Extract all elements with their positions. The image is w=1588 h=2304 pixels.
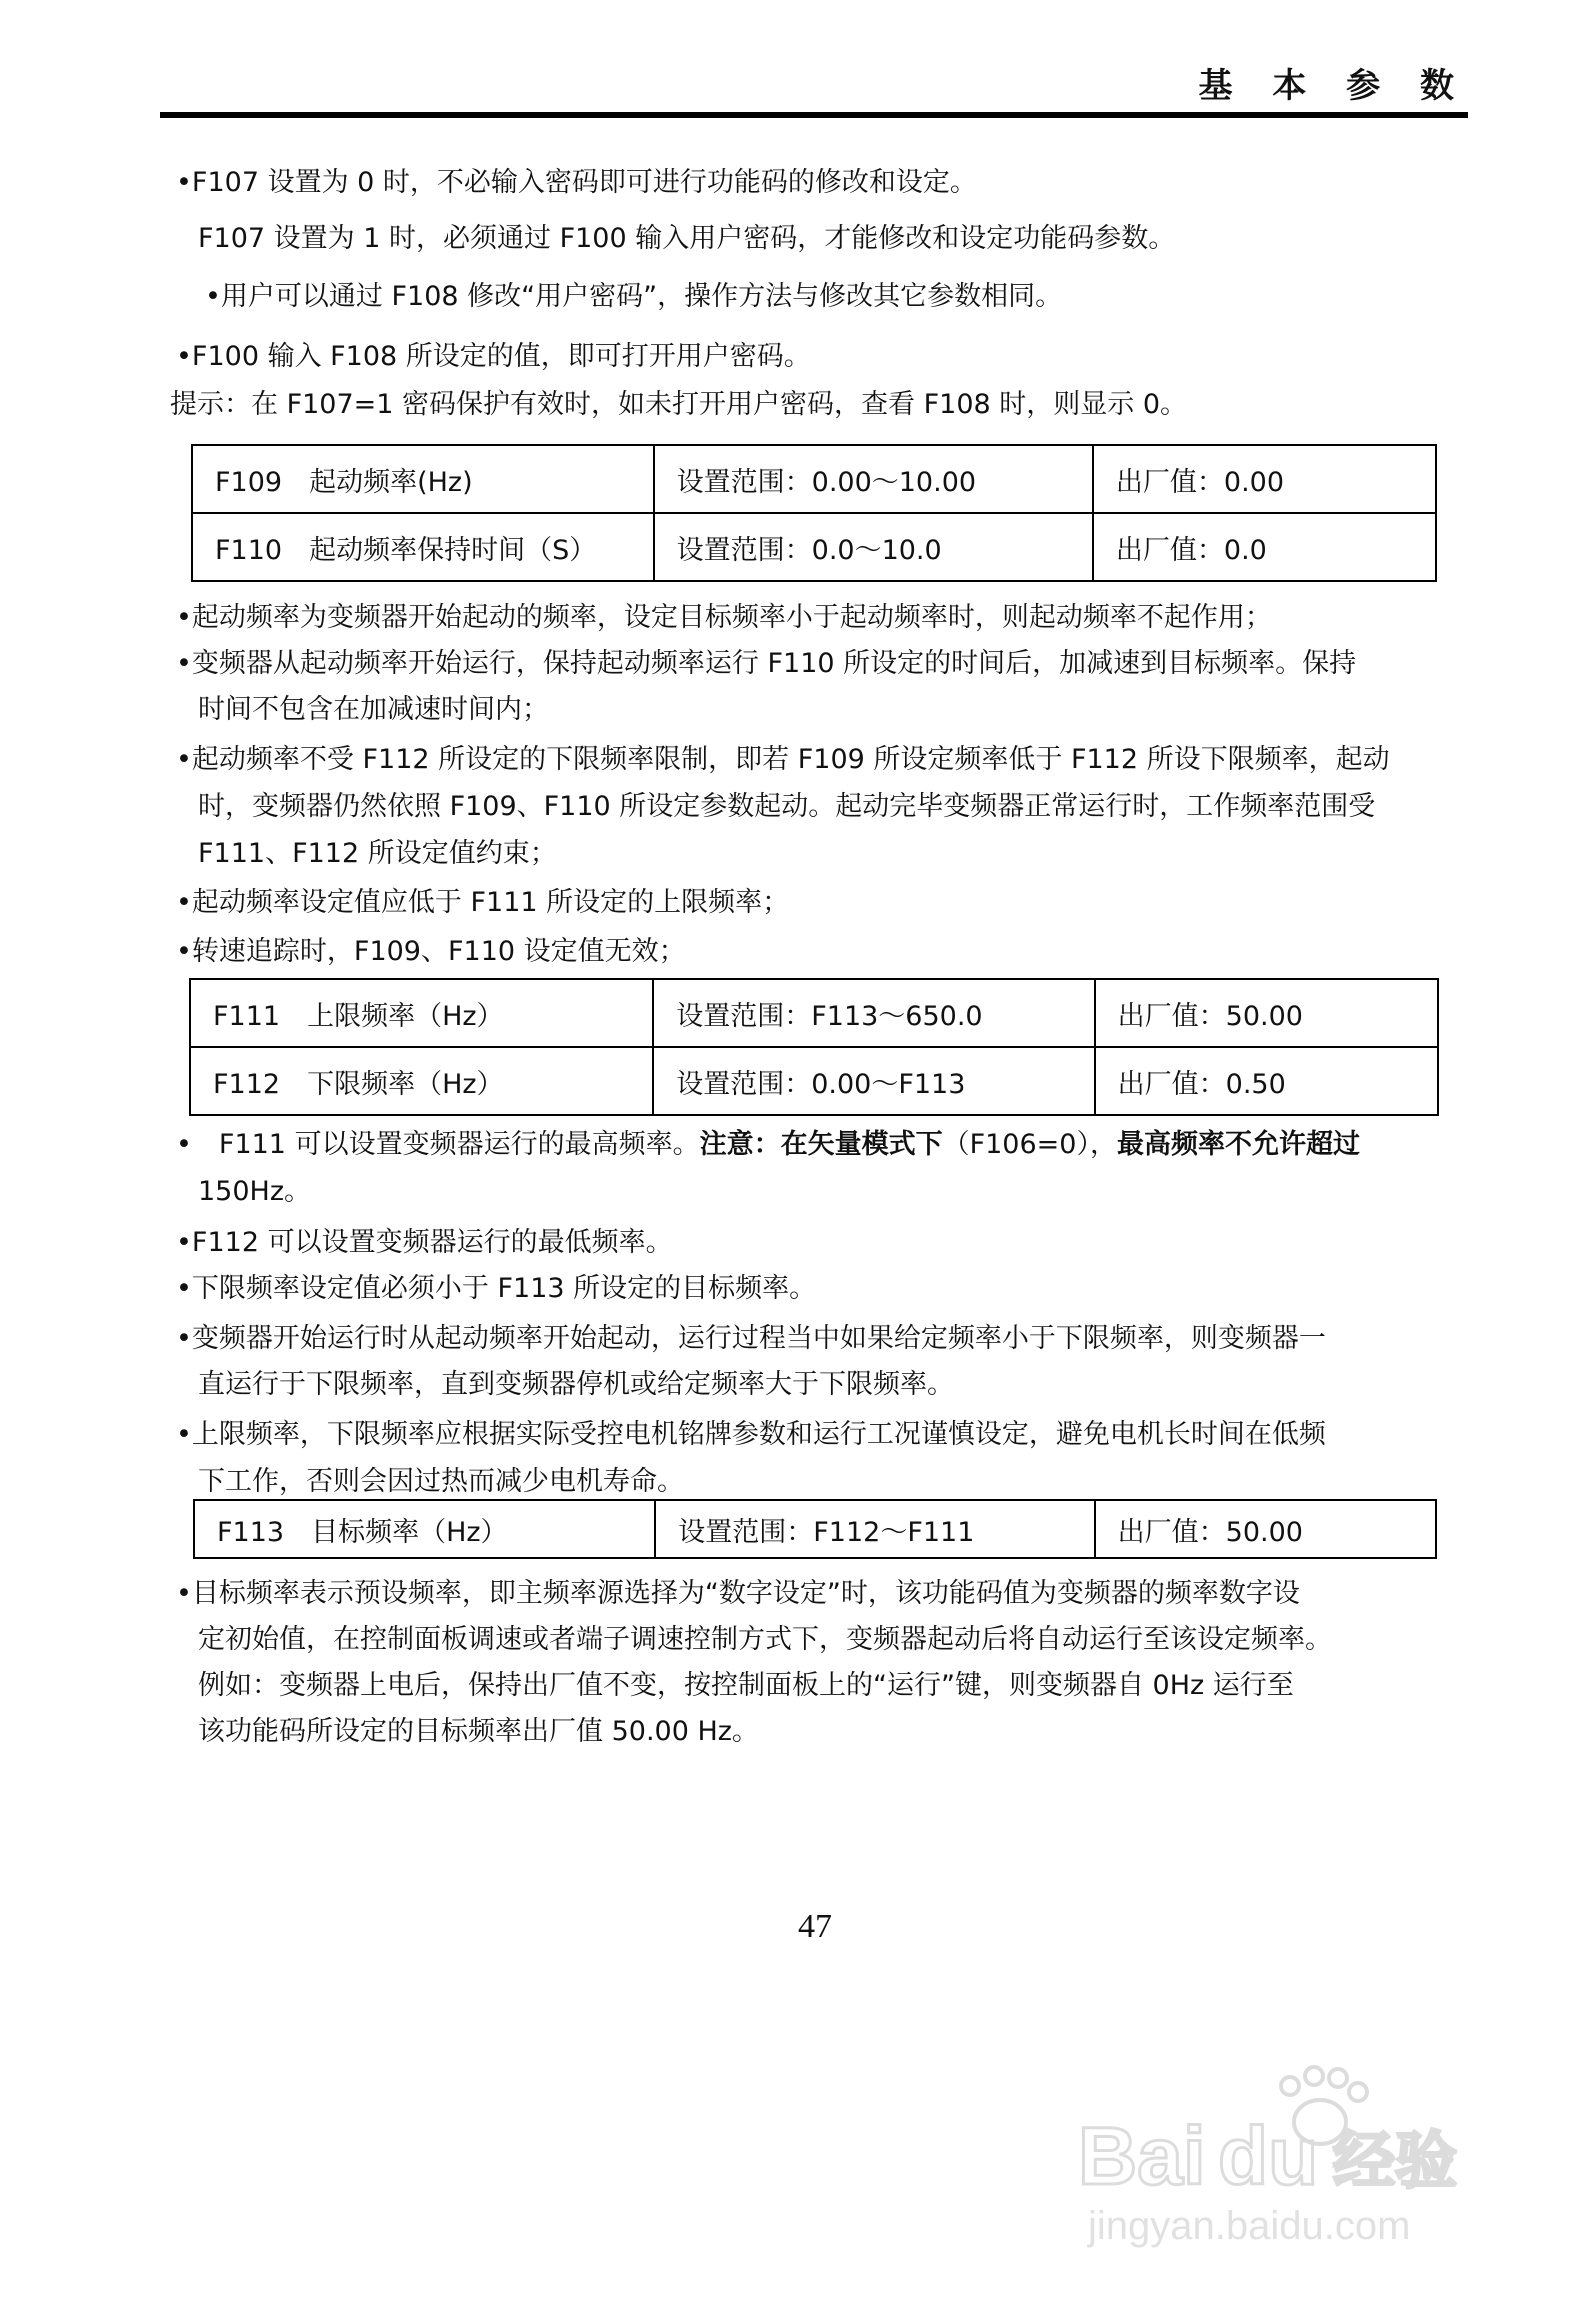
table-row [194, 1500, 1436, 1558]
table-row [192, 513, 1436, 581]
text-line: 该功能码所设定的目标频率出厂值 50.00 Hz。 [198, 1716, 759, 1747]
param-name-cell: F112 下限频率（Hz） [190, 1047, 653, 1115]
svg-text:Bai: Bai [1078, 2111, 1206, 2202]
text-line: 时，变频器仍然依照 F109、F110 所设定参数起动。起动完毕变频器正常运行时，工作频率范围受 [198, 791, 1376, 822]
note-warning: 注意：在矢量模式下 [699, 1129, 943, 1160]
svg-text:jingyan.baidu.com: jingyan.baidu.com [1088, 2204, 1411, 2248]
table-row [190, 979, 1438, 1047]
text-line: •下限频率设定值必须小于 F113 所设定的目标频率。 [176, 1273, 817, 1304]
param-default-cell: 出厂值：0.50 [1095, 1047, 1438, 1115]
text-line: 例如：变频器上电后，保持出厂值不变，按控制面板上的“运行”键，则变频器自 0Hz 运行至 [198, 1670, 1294, 1701]
note-mode: （F106=0）， [942, 1129, 1117, 1160]
svg-text:经验: 经验 [1333, 2124, 1458, 2197]
text-line: 下工作，否则会因过热而减少电机寿命。 [198, 1466, 684, 1497]
param-table-f111-f112 [189, 978, 1439, 1116]
hint-line: 提示：在 F107=1 密码保护有效时，如未打开用户密码，查看 F108 时，则显示 0。 [170, 389, 1188, 420]
text-line: 时间不包含在加减速时间内； [198, 694, 549, 725]
table-row [192, 445, 1436, 513]
param-range-cell: 设置范围：0.0～10.0 [654, 513, 1093, 581]
baidu-jingyan-watermark-logo [1068, 2064, 1508, 2254]
text-line: F111、F112 所设定值约束； [198, 838, 557, 869]
text-line: 定初始值，在控制面板调速或者端子调速控制方式下，变频器起动后将自动运行至该设定频率。 [198, 1624, 1332, 1655]
header-rule [160, 112, 1468, 118]
param-name-cell: F109 起动频率(Hz) [192, 445, 654, 513]
text-line: •F107 设置为 0 时，不必输入密码即可进行功能码的修改和设定。 [176, 167, 977, 198]
text-line: •变频器从起动频率开始运行，保持起动频率运行 F110 所设定的时间后，加减速到目标频率。保持 [176, 648, 1357, 679]
text-line: •起动频率设定值应低于 F111 所设定的上限频率； [176, 887, 790, 918]
param-table-f113 [193, 1499, 1437, 1559]
text-line: •用户可以通过 F108 修改“用户密码”，操作方法与修改其它参数相同。 [205, 281, 1063, 312]
page-number: 47 [798, 1908, 832, 1945]
param-range-cell: 设置范围：0.00～F113 [653, 1047, 1094, 1115]
param-name-cell: F110 起动频率保持时间（S） [192, 513, 654, 581]
text-line: •变频器开始运行时从起动频率开始起动，运行过程当中如果给定频率小于下限频率，则变频器一 [176, 1323, 1326, 1354]
text-line: •起动频率不受 F112 所设定的下限频率限制，即若 F109 所设定频率低于 F112 所设下限频率，起动 [176, 744, 1390, 775]
text-line: •目标频率表示预设频率，即主频率源选择为“数字设定”时，该功能码值为变频器的频率数字设 [176, 1578, 1300, 1609]
param-range-cell: 设置范围：0.00～10.00 [654, 445, 1093, 513]
param-name-cell: F113 目标频率（Hz） [194, 1500, 655, 1558]
param-default-cell: 出厂值：50.00 [1095, 1500, 1436, 1558]
param-default-cell: 出厂值：0.0 [1093, 513, 1436, 581]
text-line: F107 设置为 1 时，必须通过 F100 输入用户密码，才能修改和设定功能码参数。 [198, 223, 1176, 254]
param-default-cell: 出厂值：0.00 [1093, 445, 1436, 513]
param-name-cell: F111 上限频率（Hz） [190, 979, 653, 1047]
text-line: •F112 可以设置变频器运行的最低频率。 [176, 1227, 673, 1258]
param-default-cell: 出厂值：50.00 [1095, 979, 1438, 1047]
text-line: •F100 输入 F108 所设定的值，即可打开用户密码。 [176, 341, 811, 372]
text-line: •上限频率，下限频率应根据实际受控电机铭牌参数和运行工况谨慎设定，避免电机长时间在低频 [176, 1419, 1326, 1450]
table-row [190, 1047, 1438, 1115]
param-table-f109-f110 [191, 444, 1437, 582]
text-line: 直运行于下限频率，直到变频器停机或给定频率大于下限频率。 [198, 1369, 954, 1400]
text-line: •转速追踪时，F109、F110 设定值无效； [176, 936, 686, 967]
note-line-2: 150Hz。 [198, 1176, 312, 1207]
note-prefix: • F111 可以设置变频器运行的最高频率。 [176, 1129, 700, 1160]
page-header-title: 基 本 参 数 [1198, 66, 1468, 106]
text-line: •起动频率为变频器开始起动的频率，设定目标频率小于起动频率时，则起动频率不起作用； [176, 602, 1272, 633]
param-range-cell: 设置范围：F113～650.0 [653, 979, 1094, 1047]
svg-text:du: du [1218, 2111, 1319, 2202]
param-range-cell: 设置范围：F112～F111 [655, 1500, 1094, 1558]
note-limit: 最高频率不允许超过 [1116, 1129, 1360, 1160]
note-line [176, 1128, 1360, 1162]
